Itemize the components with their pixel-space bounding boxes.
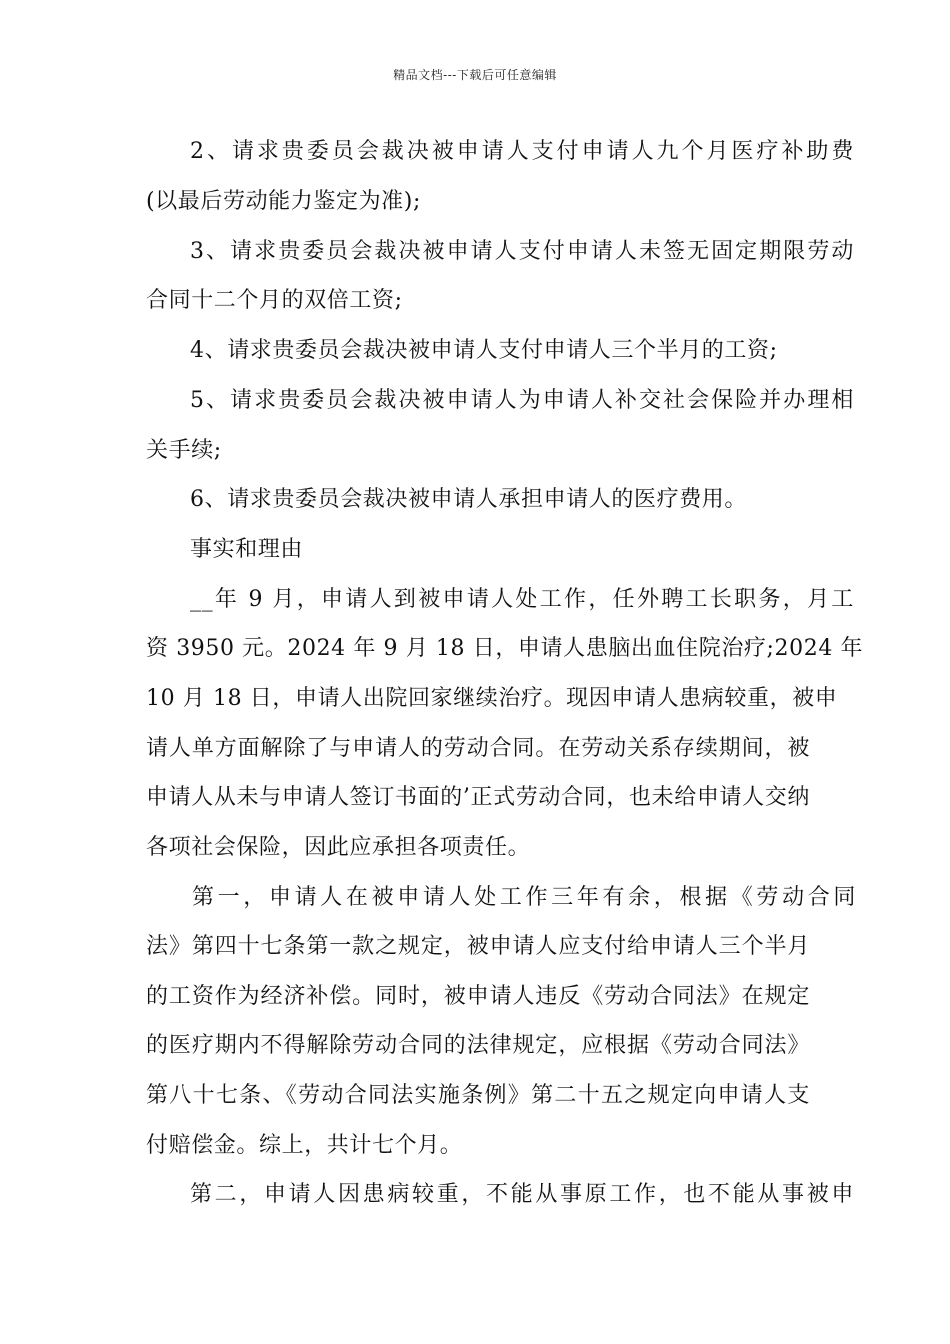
paragraph-line: 4、请求贵委员会裁决被申请人支付申请人三个半月的工资; [190, 338, 778, 363]
paragraph-line: 6、请求贵委员会裁决被申请人承担申请人的医疗费用。 [190, 487, 747, 512]
paragraph-line: 5、请求贵委员会裁决被申请人为申请人补交社会保险并办理相 [190, 388, 854, 413]
section-heading: 事实和理由 [190, 537, 304, 562]
paragraph-line: 合同十二个月的双倍工资; [146, 288, 403, 313]
paragraph-line: 请人单方面解除了与申请人的劳动合同。在劳动关系存续期间，被 [146, 736, 810, 761]
paragraph-line: 第二，申请人因患病较重，不能从事原工作，也不能从事被申 [190, 1182, 854, 1207]
paragraph-line: 的医疗期内不得解除劳动合同的法律规定，应根据《劳动合同法》 [146, 1033, 810, 1058]
paragraph-line: 法》第四十七条第一款之规定，被申请人应支付给申请人三个半月 [146, 934, 810, 959]
paragraph-line: 各项社会保险，因此应承担各项责任。 [146, 835, 531, 860]
page-header: 精品文档---下载后可任意编辑 [393, 68, 557, 82]
paragraph-line: __年 9 月，申请人到被申请人处工作，任外聘工长职务，月工 [190, 587, 854, 612]
paragraph-line: 付赔偿金。综上，共计七个月。 [146, 1133, 463, 1158]
paragraph-line: 的工资作为经济补偿。同时，被申请人违反《劳动合同法》在规定 [146, 984, 810, 1009]
paragraph-line: 资 3950 元。2024 年 9 月 18 日，申请人患脑出血住院治疗;2024 年 [146, 636, 864, 661]
paragraph-line: 第八十七条、《劳动合同法实施条例》第二十五之规定向申请人支 [146, 1083, 810, 1108]
paragraph-line: 3、请求贵委员会裁决被申请人支付申请人未签无固定期限劳动 [190, 239, 854, 264]
paragraph-line: 关手续; [146, 438, 222, 463]
paragraph-line: (以最后劳动能力鉴定为准); [146, 189, 421, 214]
paragraph-line: 2、请求贵委员会裁决被申请人支付申请人九个月医疗补助费 [190, 139, 854, 164]
paragraph-line: 申请人从未与申请人签订书面的’正式劳动合同，也未给申请人交纳 [146, 785, 810, 810]
paragraph-line: 第一，申请人在被申请人处工作三年有余，根据《劳动合同 [192, 885, 856, 910]
paragraph-line: 10 月 18 日，申请人出院回家继续治疗。现因申请人患病较重，被申 [146, 686, 838, 711]
